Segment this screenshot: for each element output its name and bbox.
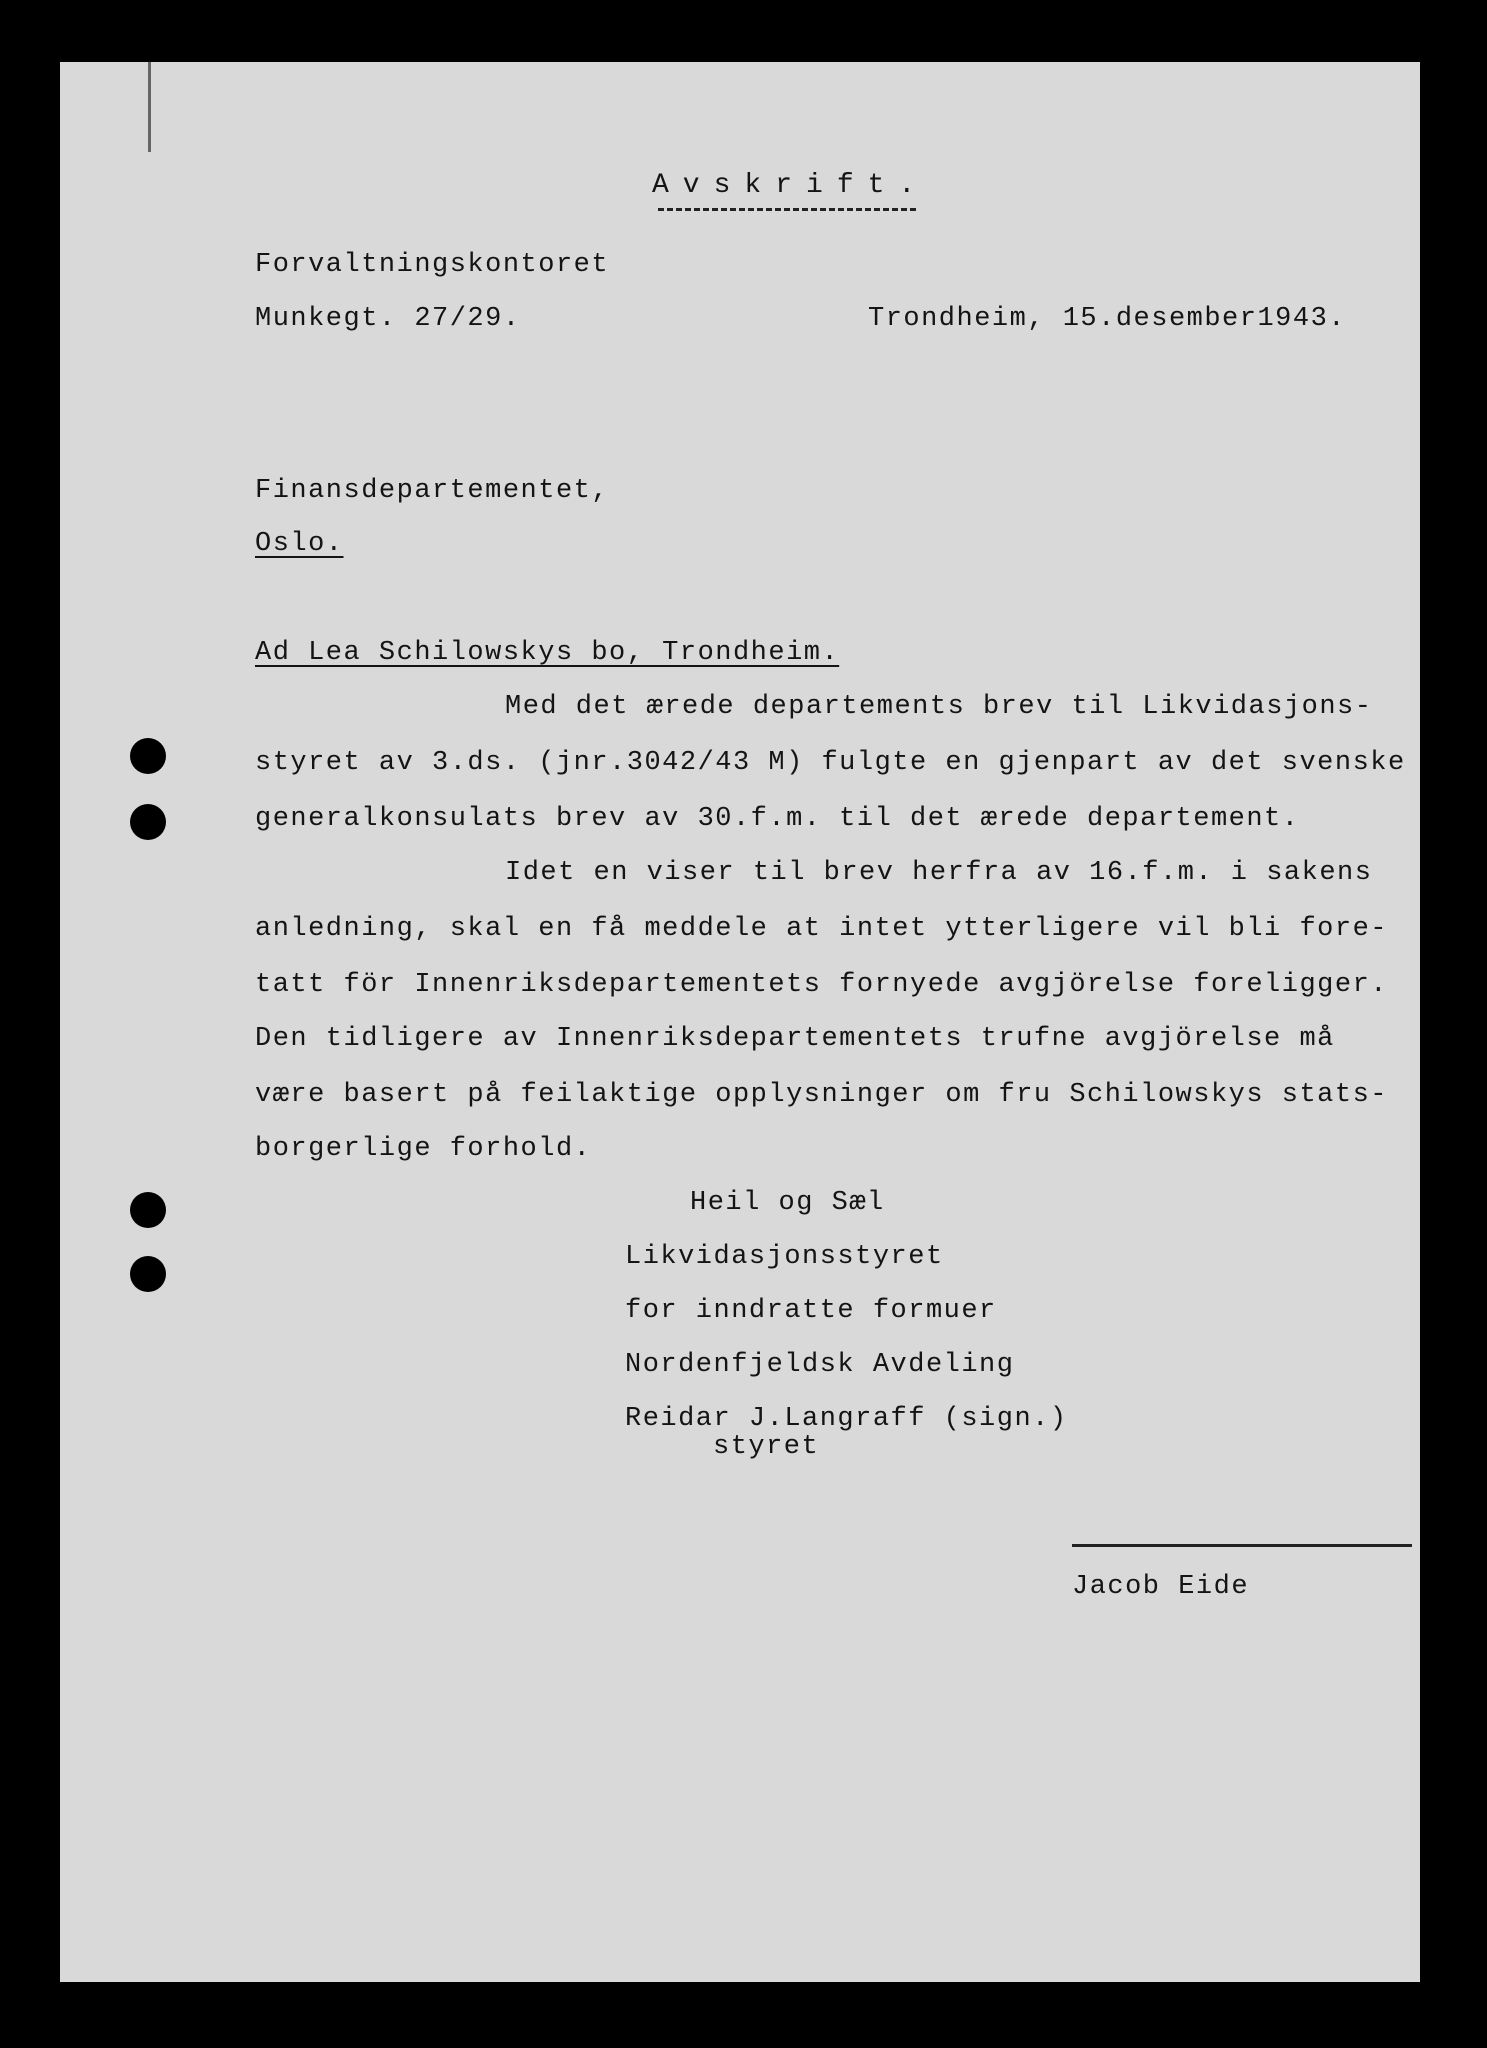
sender-address: Munkegt. 27/29. [255,304,521,334]
margin-mark [148,62,151,152]
body-line: anledning, skal en få meddele at intet ytterligere vil bli fore- [255,914,1388,944]
countersign-name: Jacob Eide [1072,1572,1250,1602]
recipient-name: Finansdepartementet, [255,476,610,506]
body-line: være basert på feilaktige opplysninger om fru Schilowskys stats- [255,1080,1388,1110]
document-page [60,62,1420,1982]
subject-line: Ad Lea Schilowskys bo, Trondheim. [255,638,840,668]
body-line: tatt för Innenriksdepartementets fornyede avgjörelse foreligger. [255,970,1388,1000]
signer-name: Reidar J.Langraff (sign.) [625,1404,1068,1434]
punch-hole [130,804,166,840]
signature-line [1072,1544,1412,1547]
recipient-city: Oslo. [255,529,344,559]
closing-greeting: Heil og Sæl [690,1188,885,1218]
closing-org-line: for inndratte formuer [625,1296,997,1326]
body-line: Idet en viser til brev herfra av 16.f.m. i sakens [505,858,1373,888]
body-line: Med det ærede departements brev til Likvidasjons- [505,692,1373,722]
punch-hole [130,738,166,774]
title-underline [658,208,916,211]
body-line: Den tidligere av Innenriksdepartementets trufne avgjörelse må [255,1024,1335,1054]
sender-office: Forvaltningskontoret [255,250,610,280]
body-line: borgerlige forhold. [255,1134,592,1164]
closing-org-line: Likvidasjonsstyret [625,1242,944,1272]
punch-hole [130,1192,166,1228]
punch-hole [130,1256,166,1292]
place-date: Trondheim, 15.desember1943. [868,304,1346,334]
body-line: styret av 3.ds. (jnr.3042/43 M) fulgte en gjenpart av det svenske [255,748,1406,778]
signer-title: styret [713,1432,820,1462]
closing-org-line: Nordenfjeldsk Avdeling [625,1350,1015,1380]
body-line: generalkonsulats brev av 30.f.m. til det ærede departement. [255,804,1300,834]
document-title: Avskrift. [652,170,930,201]
